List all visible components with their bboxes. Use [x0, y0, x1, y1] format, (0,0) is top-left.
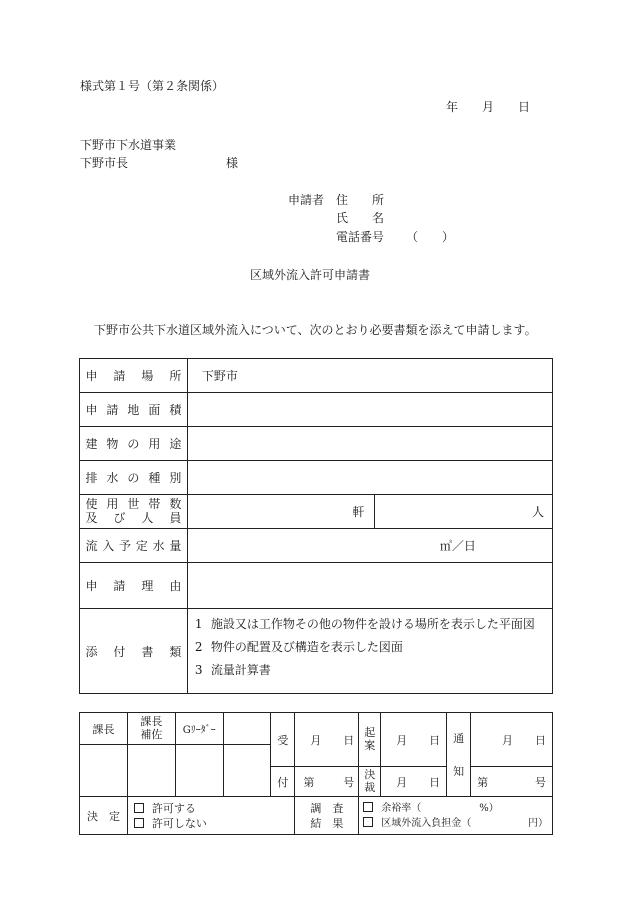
- decision-options: [127, 797, 294, 835]
- area-value: [187, 393, 552, 427]
- futan-checkbox[interactable]: [363, 817, 373, 827]
- leader-label: Gﾘｰﾀﾞｰ: [175, 713, 223, 745]
- kian-label: 起 案: [359, 713, 381, 767]
- households-label-1: 使用世帯数: [85, 496, 182, 511]
- hosa-label: 課長 補佐: [127, 713, 175, 745]
- date-year: 年: [446, 100, 459, 114]
- kettei-label: 決 定: [80, 797, 128, 835]
- attachment-item: 3 流量計算書: [194, 663, 271, 677]
- applicant-label: 申請者: [288, 193, 325, 207]
- applicant-address-label: 住 所: [336, 193, 385, 207]
- use-value: [187, 427, 552, 461]
- received-number: 第 号: [295, 767, 359, 797]
- drain-label: 排水の種別: [85, 471, 182, 485]
- households-unit: 軒: [187, 495, 375, 529]
- location-label-cell: [80, 359, 188, 393]
- households-label-2: 及び人員: [85, 510, 182, 525]
- intro-text: 下野市公共下水道区域外流入について、次のとおり必要書類を添えて申請します。: [94, 323, 537, 337]
- tsuchi-label: 通 知: [447, 713, 471, 797]
- survey-results: [359, 797, 553, 835]
- location-value: 下野市: [187, 359, 552, 393]
- document-title: 区域外流入許可申請書: [250, 268, 371, 282]
- attachment-item: 2 物件の配置及び構造を表示した図面: [194, 640, 403, 654]
- tsuke-label: 付: [271, 767, 295, 797]
- reason-label: 申請理由: [85, 579, 182, 593]
- area-label: 申請地面積: [85, 403, 182, 417]
- permit-option[interactable]: 許可する: [134, 801, 294, 816]
- deny-checkbox[interactable]: [134, 818, 144, 828]
- applicant-name-label: 氏 名: [336, 211, 385, 225]
- form-number: 様式第１号（第２条関係）: [80, 79, 225, 93]
- kacho-label: 課長: [80, 713, 128, 745]
- applicant-phone-paren: （ ）: [406, 230, 455, 244]
- attachment-item: 1 施設又は工作物その他の物件を設ける場所を表示した平面図: [194, 617, 535, 631]
- kessai-label: 決 裁: [359, 767, 381, 797]
- stamp-blank-header: [223, 713, 271, 745]
- yoyu-row: 余裕率（ %）: [363, 801, 552, 816]
- drafted-date: 月 日: [381, 713, 447, 767]
- attachments-list: [187, 609, 552, 694]
- date-month: 月: [482, 100, 495, 114]
- persons-unit: 人: [375, 495, 553, 529]
- addressee-org: 下野市下水道事業: [80, 138, 177, 152]
- hosa-stamp: [127, 745, 175, 797]
- applicant-phone-label: 電話番号: [336, 230, 385, 244]
- attach-label: 添付書類: [85, 644, 182, 659]
- approved-date: 月 日: [381, 767, 447, 797]
- drain-value: [187, 461, 552, 495]
- addressee-honorific: 様: [226, 156, 239, 170]
- notice-number: 第 号: [471, 767, 553, 797]
- date-day: 日: [518, 100, 531, 114]
- permit-checkbox[interactable]: [134, 803, 144, 813]
- reason-value: [187, 563, 552, 609]
- blank-stamp: [223, 745, 271, 797]
- notified-date: 月 日: [471, 713, 553, 767]
- addressee-mayor: 下野市長: [80, 156, 129, 170]
- deny-option[interactable]: 許可しない: [134, 816, 294, 831]
- location-label: 申請場所: [85, 369, 182, 383]
- kacho-stamp: [80, 745, 128, 797]
- uke-label: 受: [271, 713, 295, 767]
- chosa-label: 調 査 結 果: [295, 797, 359, 835]
- use-label: 建物の用途: [85, 437, 182, 451]
- application-table: [79, 358, 553, 694]
- leader-stamp: [175, 745, 223, 797]
- futan-row: 区域外流入負担金（ 円）: [363, 816, 552, 831]
- office-use-table: [79, 712, 553, 835]
- yoyu-checkbox[interactable]: [363, 802, 373, 812]
- received-date: 月 日: [295, 713, 359, 767]
- flow-label: 流入予定水量: [85, 539, 182, 553]
- flow-unit: ㎥／日: [187, 529, 552, 563]
